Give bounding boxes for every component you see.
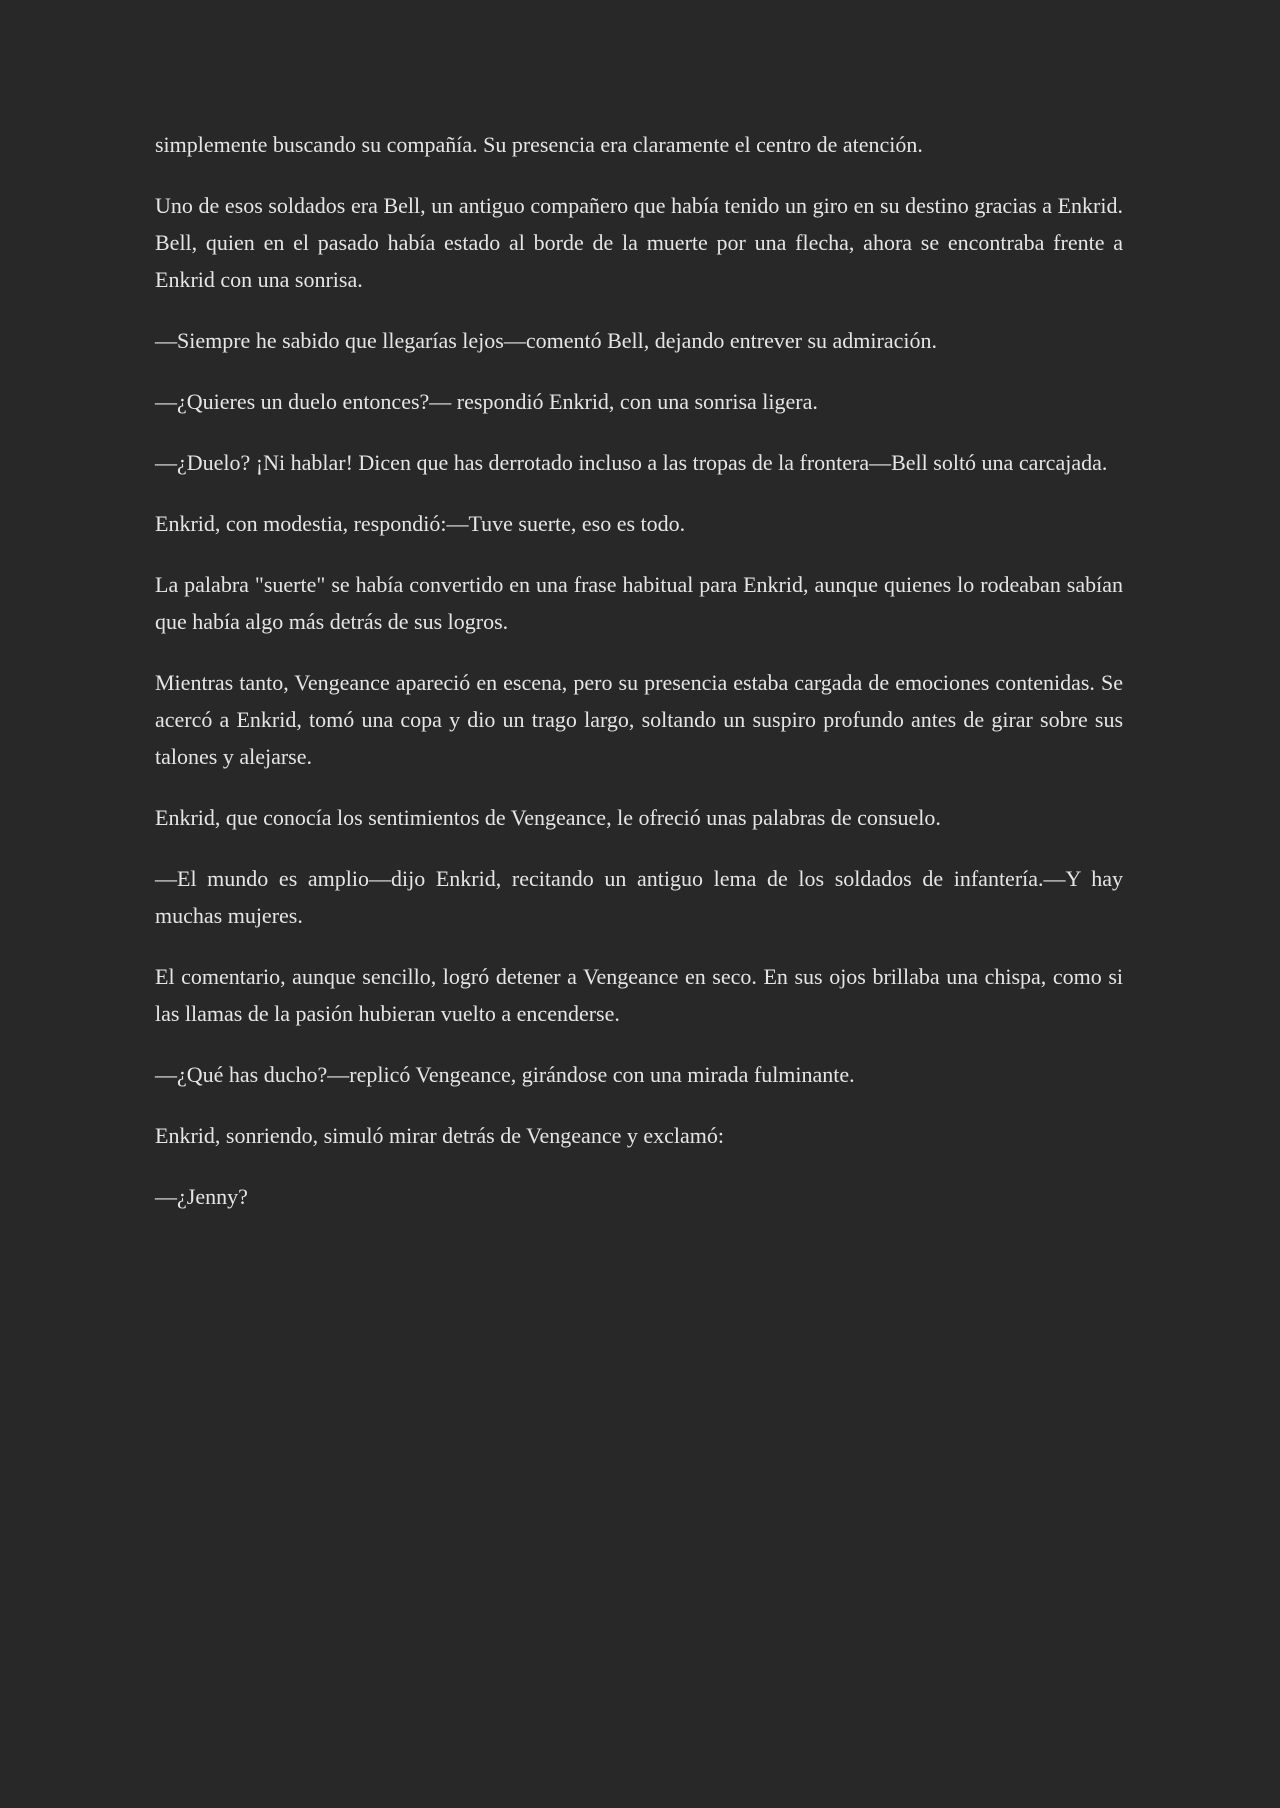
paragraph: Uno de esos soldados era Bell, un antiguo compañero que había tenido un giro en su destino gracias a Enkrid. Bell, quien en el pasado había estado al borde de la muerte por una flecha, ahora se encontraba frente a Enkrid con una sonrisa. [155,193,1123,292]
paragraph: —¿Qué has ducho?—replicó Vengeance, girándose con una mirada fulminante. [155,1062,855,1087]
paragraph: —¿Duelo? ¡Ni hablar! Dicen que has derrotado incluso a las tropas de la frontera—Bell soltó una carcajada. [155,450,1108,475]
paragraph: El comentario, aunque sencillo, logró detener a Vengeance en seco. En sus ojos brillaba una chispa, como si las llamas de la pasión hubieran vuelto a encenderse. [155,964,1123,1026]
paragraph: Enkrid, sonriendo, simuló mirar detrás de Vengeance y exclamó: [155,1123,724,1148]
paragraph: —Siempre he sabido que llegarías lejos—comentó Bell, dejando entrever su admiración. [155,328,937,353]
paragraph: —¿Jenny? [155,1184,248,1209]
paragraph: —El mundo es amplio—dijo Enkrid, recitando un antiguo lema de los soldados de infantería.—Y hay muchas mujeres. [155,866,1123,928]
paragraph: simplemente buscando su compañía. Su presencia era claramente el centro de atención. [155,132,923,157]
paragraph: —¿Quieres un duelo entonces?— respondió Enkrid, con una sonrisa ligera. [155,389,818,414]
paragraph: Enkrid, con modestia, respondió:—Tuve suerte, eso es todo. [155,511,686,536]
paragraph: La palabra "suerte" se había convertido en una frase habitual para Enkrid, aunque quienes lo rodeaban sabían que había algo más detrás de sus logros. [155,572,1123,634]
chapter-text-column [155,126,1123,1239]
paragraph: Mientras tanto, Vengeance apareció en escena, pero su presencia estaba cargada de emociones contenidas. Se acercó a Enkrid, tomó una copa y dio un trago largo, soltando un suspiro profundo antes de girar sobre sus talones y alejarse. [155,670,1123,769]
paragraph: Enkrid, que conocía los sentimientos de Vengeance, le ofreció unas palabras de consuelo. [155,805,941,830]
